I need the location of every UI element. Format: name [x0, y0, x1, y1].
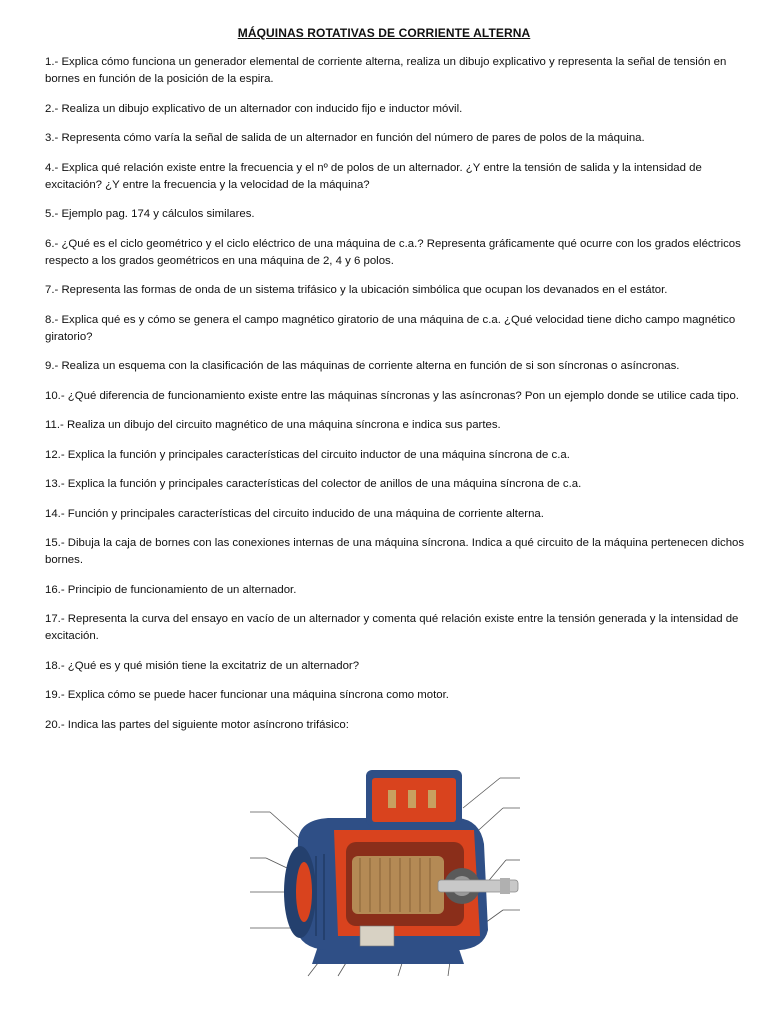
question-20: 20.- Indica las partes del siguiente motor asíncrono trifásico: [45, 718, 349, 731]
fan [296, 862, 312, 922]
question-12: 12.- Explica la función y principales características del circuito inductor de una máquina síncrona de c.a. [45, 448, 570, 461]
question-19: 19.- Explica cómo se puede hacer funcionar una máquina síncrona como motor. [45, 689, 449, 701]
question-15: 15.- Dibuja la caja de bornes con las conexiones internas de una máquina síncrona. Indica a qué circuito de la máquina pertenecen dichos bornes. [45, 537, 745, 566]
question-7: 7.- Representa las formas de onda de un sistema trifásico y la ubicación simbólica que ocupan los devanados en el estátor. [45, 284, 668, 296]
question-9: 9.- Realiza un esquema con la clasificación de las máquinas de corriente alterna en función de si son síncronas o asíncronas. [45, 360, 680, 372]
question-1: 1.- Explica cómo funciona un generador elemental de corriente alterna, realiza un dibujo explicativo y representa la señal de tensión en bornes en función de la posición de la espira. [45, 56, 727, 85]
question-14: 14.- Función y principales características del circuito inducido de una máquina de corriente alterna. [45, 507, 544, 520]
question-13: 13.- Explica la función y principales características del colector de anillos de una máquina síncrona de c.a. [45, 478, 582, 490]
question-17: 17.- Representa la curva del ensayo en vacío de un alternador y comenta qué relación existe entre la tensión generada y la intensidad de excitación. [45, 613, 739, 642]
shaft-key [500, 878, 510, 894]
question-6: 6.- ¿Qué es el ciclo geométrico y el ciclo eléctrico de una máquina de c.a.? Representa gráficamente qué ocurre con los grados eléctricos respecto a los grados geométricos en una máquina de 2, 4 y 6 polos. [45, 237, 741, 267]
terminal-studs [388, 790, 436, 808]
question-4: 4.- Explica qué relación existe entre la frecuencia y el nº de polos de un alternador. ¿Y entre la tensión de salida y la intensidad de excitación? ¿Y entre la frecuencia y la velocidad de la máquina? [45, 161, 702, 191]
question-5: 5.- Ejemplo pag. 174 y cálculos similares. [45, 208, 255, 220]
question-10: 10.- ¿Qué diferencia de funcionamiento existe entre las máquinas síncronas y las asíncronas? Pon un ejemplo donde se utilice cada tipo. [45, 389, 739, 402]
question-8: 8.- Explica qué es y cómo se genera el campo magnético giratorio de una máquina de c.a. ¿Qué velocidad tiene dicho campo magnético giratorio? [45, 313, 736, 343]
question-2: 2.- Realiza un dibujo explicativo de un alternador con inducido fijo e inductor móvil. [45, 102, 463, 115]
question-3: 3.- Representa cómo varía la señal de salida de un alternador en función del número de pares de polos de la máquina. [45, 132, 645, 144]
question-16: 16.- Principio de funcionamiento de un alternador. [45, 583, 297, 596]
nameplate [360, 926, 394, 946]
motor-cutaway-icon [248, 760, 538, 980]
question-list [45, 54, 745, 746]
motor-figure [248, 760, 538, 980]
document-title: MÁQUINAS ROTATIVAS DE CORRIENTE ALTERNA [237, 26, 531, 40]
question-18: 18.- ¿Qué es y qué misión tiene la excitatriz de un alternador? [45, 659, 360, 672]
question-11: 11.- Realiza un dibujo del circuito magnético de una máquina síncrona e indica sus partes. [45, 419, 501, 431]
